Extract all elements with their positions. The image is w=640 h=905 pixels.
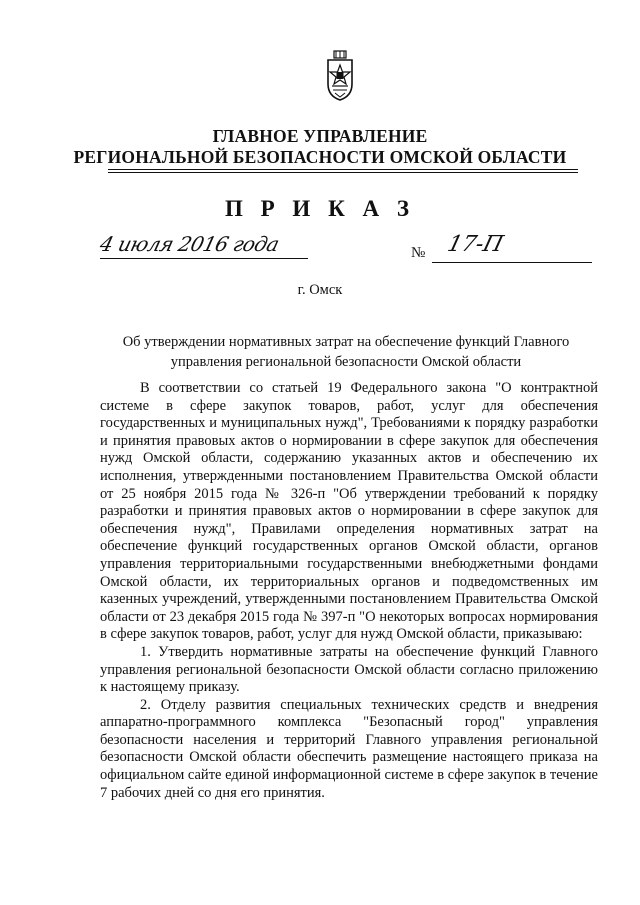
city: г. Омск (297, 282, 343, 298)
organization-name-line2: РЕГИОНАЛЬНОЙ БЕЗОПАСНОСТИ ОМСКОЙ ОБЛАСТИ (73, 147, 567, 167)
handwritten-number: 17-П (444, 232, 506, 257)
number-label: № (411, 245, 426, 261)
header-divider-top (108, 169, 578, 170)
body-paragraph: В соответствии со статьей 19 Федерального закона "О контрактной системе в сфере закупок товаров, работ, услуг для обеспечения государственных и муниципальных нужд", Требованиями к порядку разработки и принятия правовых актов о нормировании в сфере закупок для обеспечения нужд Омской области, содержанию указанных актов и обеспечению их исполнения, утвержденными постановлением Правительства Омской области от 25 ноября 2015 года № 326-п "Об утверждении требований к порядку разработки и принятия правовых актов о нормировании в сфере закупок для обеспечения нужд", Правилами определения нормативных затрат на обеспечение функций государственных органов Омской области, органов управления территориальными государственными внебюджетными фондами Омской области, их территориальных органов и подведомственных им казенных учреждений, утвержденными постановлением Правительства Омской области от 23 декабря 2015 года № 397-п "О некоторых вопросах нормирования в сфере закупок товаров, работ, услуг для нужд Омской области, приказываю: (100, 380, 598, 643)
coat-of-arms-icon (325, 50, 355, 102)
order-subject: Об утверждении нормативных затрат на обеспечение функций Главного управления региональной безопасности Омской области (122, 334, 570, 370)
document-title: П Р И К А З (224, 196, 415, 221)
handwritten-date: 4 июля 2016 года (97, 232, 282, 256)
number-underline (432, 262, 592, 263)
header-divider-bottom (108, 172, 578, 173)
body-paragraph: 2. Отделу развития специальных технических средств и внедрения аппаратно-программного комплекса "Безопасный город" управления безопасности населения и территорий Главного управления региональной безопасности Омской области обеспечить размещение настоящего приказа на официальном сайте единой информационной системе в сфере закупок в течение 7 рабочих дней со дня его принятия. (100, 696, 598, 801)
date-underline (100, 258, 308, 259)
order-body (100, 380, 598, 802)
body-paragraph: 1. Утвердить нормативные затраты на обеспечение функций Главного управления региональной безопасности Омской области согласно приложению к настоящему приказу. (100, 643, 598, 696)
organization-name-line1: ГЛАВНОЕ УПРАВЛЕНИЕ (212, 126, 428, 146)
